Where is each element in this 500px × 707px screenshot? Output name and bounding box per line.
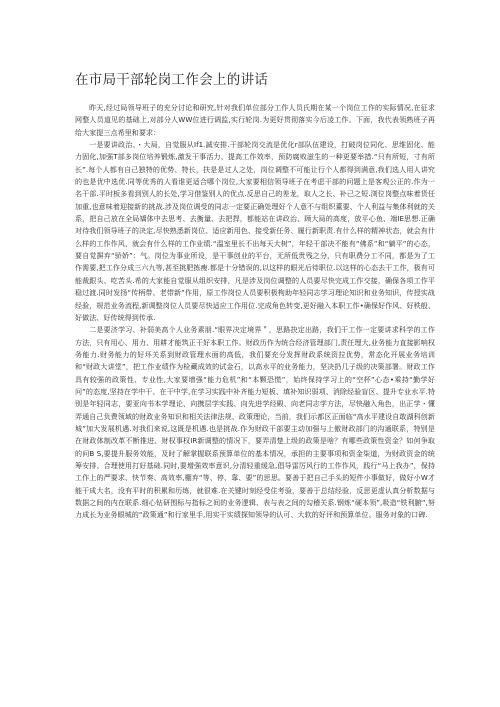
paragraph-intro: 昨天,经过局领导班子的充分讨论和研究,针对我们单位部分工作人员氏期在某一个岗位工作的实际情况,在征求网整人员道见的基础上,对部分人WW位进行调监,实行轮岗.为更好贯彻落实今后凌工作。下面，我代表领熟班子再给大家提三点希里和要求： (75, 103, 435, 137)
paragraph-point-one: 一是要讲政治、・大局，自觉服从If1.誠安排.干部轮岗交流是优化r部队伍建设，打破岗位同化、思维固化、能力固化,加强T部多岗位培养锻炼,激发干事活力、提高工作效率，预防腐败滋生的一种更要举措.“只有所短，寸有所长”.每个人都有自己独特的优势、特长，扶是是过人之处，岗位调整不可能让行个人都得到满意,我们选人用人讲究的也是优中选优.同等优秀的人看谁更适合哪个岗位,大家要相信领导班子在考虑干部的问题上是客观公正的.作为一名干部.平时板多看到别人的长处,学习借鉴别人的优点.反思自己的差龙，取人之长、补己之短.浏位岗整点味着货任加重,也意味着迎接新的挑战.涉及岗位调受的同志一定要正确处理好个人意不与组织董要、个人利益与集体利就的关系，把自己放在全局矯体中去思考、去衡量、去把捍，都能站在讲政治、顾大局的高度，放平心鱼、端IE思想.正确对待我们领导班子的决定,尽快熟悉新岗位、适应新用色、接受新任务、履行新职责.有什么样的精神状态，就会有什么样的工作作风，就会有什么样的工作业绩.“温室里长不出每天大树”，年轻干部决不能有“佛系”和“躺平”的心态，要自觉摒弃“骄娇”：气。岗位为事业所设，是干事创业的平台，无所低贵残之分，只有职费分工不同，都是为了工作需要,把工作分成三六九等,甚至挑肥拣瘦.都是十分错误的,以这样的眼光后待职位.以这样的心态去干工作，极有可能裁跟头、吃苦头.希的大家能自觉服从组织安排，凡是涉及岗位调整的人员要尽快完成工作交接，确保各项工作平稳过渡.同时发扬“传柄带、老带新”作用，原工作岗位人员要积极枸助年轻同志学习理论知识和业务知识，传授实战经验，规范业务流程,新调整岗位人员要尽快适应工作用位.完成角色转变,更好融入本职工作•确保好作风、好秩般、好做法、好传统得到传承. (75, 140, 435, 322)
document-body (75, 102, 435, 522)
document-title: 在市局干部轮岗工作会上的讲话 (75, 72, 269, 88)
paragraph-point-two: 二是要济学习、补弱美高个人业务素朋.“眼界决定境界＂，思路抉定出路，我们干工作一定要讲求科学的工作方法，只有用心、用力、用耕才能筑正干好本职工作。财政历作为统合经济管理部门,责任理大,业务能力直接影响权务能力.财务能力的好坏关系到财政管理水面的高低，我们要充分发挥财政系统资拉优势，常态化开展业务培训和“财政大讲堂”，把工作业绩作为检藏成效的试金石，以高水平的业务能力，坚决扔几子级的决策部署。财政工作具有较强的政策性、专业性,大家要增强“能力危机”和“本颗恐慌”，始终保持学习上的“空杯”心态•乘持“勤学好问”的态度,坚持在学中干、在干中学,在学习实践中补齐能力短板、填补知识弱项、消除经验盲区、提升专业水平.特别是年轻同志，要亚向书本学理论、向携层学实践、向先进学经殿、向老同志学方法，尽快融入角色，出正学・懂弄通自己负费领域的财政业务知识和相关法律法规、政策理论，当前，我们示都区正面临“高水平建设自敢湖科创新城”加大发展机遇.对我们来说,这既是机遇.也是挑战.作为财政干部要主动加强与上傲财政部门的沟通联系，特别是在财政体制改革不断推进、财权事权IR新调整的情况下，要弄清楚上级的政策是啥？有哪些政策性资金？如何争取的问B S,要提升服务效能，及时了解掌握联系预算单位的基本情况，承担的主要事项和资金柒道，为财政资金的统筹安排、合理使用打好基础.同时,要增强效率意识,分清轻重缓急,倡导雷厉风行的工作作风，践行“马上我办”，保持工作上的严要求、快节奏、高效率,棚弃“等、停、靠、要”的思思。要善于把自己手头的短件小事做好，做好小W才能干成大名，没有平时的积累和历练，就很难.在关键时刻经受住考验，要善于总结经验，反思更虚认真分析数据与数据之间的内在联系.细心钻研围标与指标之间的业务逻辑、表与表之间的勾稽关系.钢炼“硬本领”,吸造“铁利腑”,努力成长为业务眼城的“政策通”和行家里手,用实干实绩探知领导的认可、大软的好评和预算单位、服务对象的口碑. (75, 325, 435, 520)
